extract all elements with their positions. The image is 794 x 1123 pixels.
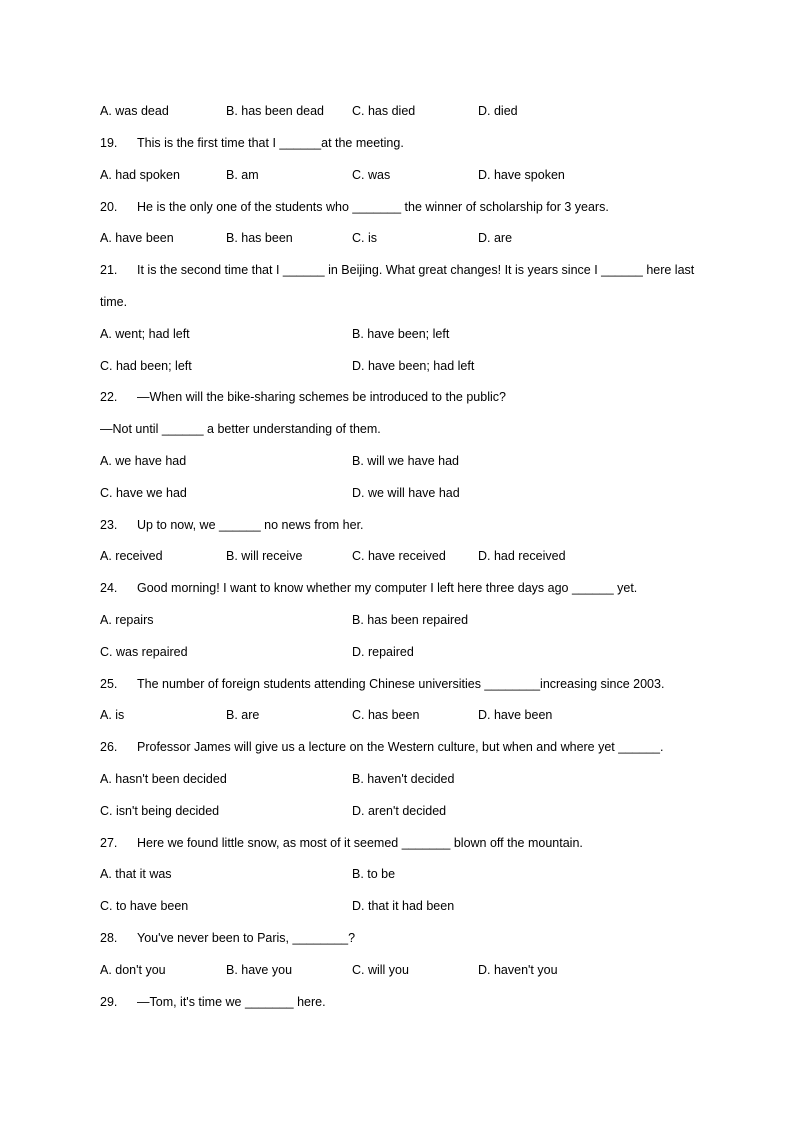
question-text: The number of foreign students attending Chinese universities ________increasing since 2003. [137, 677, 665, 691]
option-20-b: B. has been [226, 231, 293, 245]
question-number: 23. [100, 518, 118, 532]
option-19-c: C. was [352, 168, 391, 182]
option-23-c: C. have received [352, 549, 446, 563]
option-24-a: A. repairs [100, 613, 154, 627]
option-18-b: B. has been dead [226, 104, 324, 118]
option-19-d: D. have spoken [478, 168, 565, 182]
option-22-d: D. we will have had [352, 486, 460, 500]
question-text: This is the first time that I ______at the meeting. [137, 136, 404, 150]
option-25-a: A. is [100, 708, 125, 722]
question-26 [100, 739, 663, 755]
option-19-b: B. am [226, 168, 259, 182]
question-number: 27. [100, 836, 118, 850]
question-text: —Tom, it's time we _______ here. [137, 995, 326, 1009]
option-28-a: A. don't you [100, 963, 166, 977]
option-23-b: B. will receive [226, 549, 303, 563]
option-21-d: D. have been; had left [352, 359, 475, 373]
option-18-a: A. was dead [100, 104, 169, 118]
question-22 [100, 389, 506, 405]
option-28-c: C. will you [352, 963, 409, 977]
option-23-d: D. had received [478, 549, 566, 563]
question-number: 21. [100, 263, 118, 277]
question-text: It is the second time that I ______ in Beijing. What great changes! It is years since I ______ here last [137, 263, 695, 277]
option-22-c: C. have we had [100, 486, 187, 500]
option-20-c: C. is [352, 231, 377, 245]
question-text: —When will the bike-sharing schemes be introduced to the public? [137, 390, 506, 404]
option-21-a: A. went; had left [100, 327, 190, 341]
question-text: Good morning! I want to know whether my computer I left here three days ago ______ yet. [137, 581, 638, 595]
question-number: 25. [100, 677, 118, 691]
option-23-a: A. received [100, 549, 163, 563]
question-number: 20. [100, 200, 118, 214]
question-number: 24. [100, 581, 118, 595]
question-number: 29. [100, 995, 118, 1009]
option-19-a: A. had spoken [100, 168, 180, 182]
question-number: 22. [100, 390, 118, 404]
option-25-c: C. has been [352, 708, 420, 722]
option-28-d: D. haven't you [478, 963, 558, 977]
question-19 [100, 135, 404, 151]
question-text: Professor James will give us a lecture on the Western culture, but when and where yet ______. [137, 740, 664, 754]
question-21 [100, 262, 694, 278]
option-24-b: B. has been repaired [352, 613, 469, 627]
option-27-c: C. to have been [100, 899, 189, 913]
question-text: He is the only one of the students who _______ the winner of scholarship for 3 years. [137, 200, 609, 214]
option-24-d: D. repaired [352, 645, 414, 659]
option-27-a: A. that it was [100, 867, 172, 881]
question-25 [100, 676, 664, 692]
option-22-b: B. will we have had [352, 454, 460, 468]
option-21-c: C. had been; left [100, 359, 192, 373]
question-text: You've never been to Paris, ________? [137, 931, 356, 945]
option-25-b: B. are [226, 708, 260, 722]
option-22-a: A. we have had [100, 454, 187, 468]
option-28-b: B. have you [226, 963, 293, 977]
question-27 [100, 835, 583, 851]
question-24 [100, 580, 637, 596]
option-24-c: C. was repaired [100, 645, 188, 659]
question-22-reply: —Not until ______ a better understanding of them. [100, 422, 381, 436]
question-number: 28. [100, 931, 118, 945]
option-18-c: C. has died [352, 104, 416, 118]
option-26-d: D. aren't decided [352, 804, 447, 818]
option-27-d: D. that it had been [352, 899, 455, 913]
question-number: 26. [100, 740, 118, 754]
option-20-a: A. have been [100, 231, 174, 245]
option-25-d: D. have been [478, 708, 553, 722]
option-21-b: B. have been; left [352, 327, 450, 341]
option-18-d: D. died [478, 104, 518, 118]
question-text: Up to now, we ______ no news from her. [137, 518, 364, 532]
question-28 [100, 930, 355, 946]
option-26-b: B. haven't decided [352, 772, 455, 786]
question-text: Here we found little snow, as most of it seemed _______ blown off the mountain. [137, 836, 583, 850]
option-20-d: D. are [478, 231, 513, 245]
question-21-continued: time. [100, 295, 128, 309]
option-27-b: B. to be [352, 867, 396, 881]
option-26-a: A. hasn't been decided [100, 772, 227, 786]
option-26-c: C. isn't being decided [100, 804, 220, 818]
question-29 [100, 994, 326, 1010]
question-20 [100, 199, 609, 215]
question-number: 19. [100, 136, 118, 150]
question-23 [100, 517, 364, 533]
